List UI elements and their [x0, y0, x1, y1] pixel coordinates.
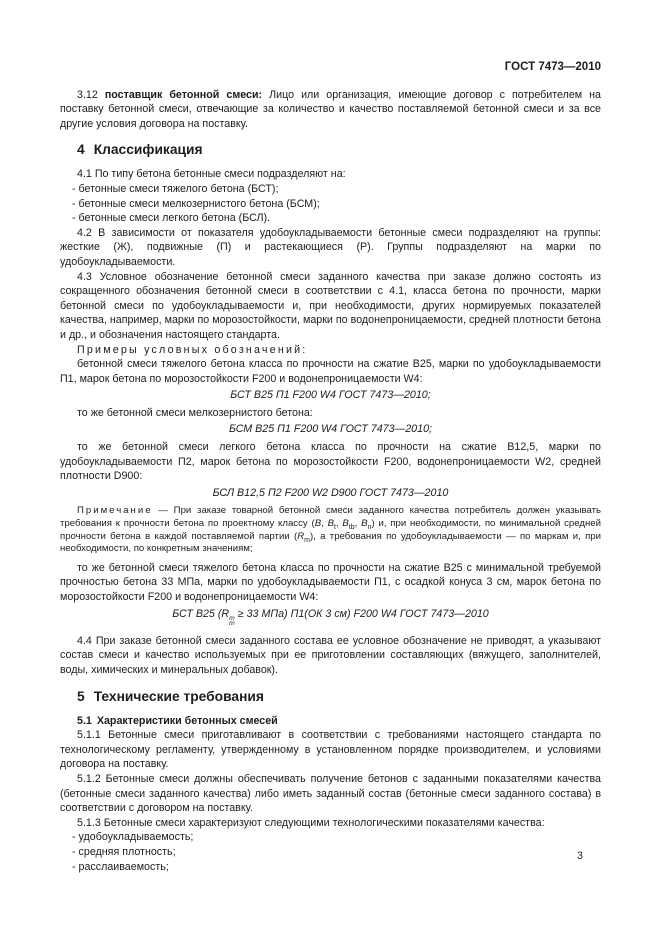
note: Примечание — При заказе товарной бетонной смеси заданного качества потребитель должен указывать требования к прочности бетона по проектному классу (В, $В_t$, $В_{tb}$, $В_n$) и, при необходимости, по минимальной средней прочности бетона в каждой поставляемой партии $(R_m)$, а требования по удобоукладываемости — по маркам и, при необходимости, по конкретным значениям; [60, 505, 601, 555]
paragraph-4-2: 4.2 В зависимости от показателя удобоукладываемости бетонные смеси подразделяют на группы: жесткие (Ж), подвижные (П) и растекающиеся (Р). Группы подразделяют на марки по удобоукладываемости. [60, 226, 601, 268]
paragraph-4-1: 4.1 По типу бетона бетонные смеси подразделяют на: [77, 168, 346, 181]
section-number: 5 [77, 688, 85, 704]
paragraph-example-4: то же бетонной смеси тяжелого бетона класса по прочности на сжатие В25 с минимальной требуемой прочностью бетона 33 МПа, марки по удобоукладываемости П1, с осадкой конуса 3 см, марок бетона по морозостойкости F200 и водонепроницаемости W4: [60, 561, 601, 603]
list-item-bsl: - бетонные смеси легкого бетона (БСЛ). [72, 212, 271, 225]
header-doc-code: ГОСТ 7473—2010 [504, 61, 601, 73]
section-title: Технические требования [93, 688, 264, 704]
paragraph-5-1-2: 5.1.2 Бетонные смеси должны обеспечивать получение бетонов с заданными показателями качества (бетонные смеси заданного качества) либо иметь заданный состав (бетонные смеси заданного состава) в соответствии с договором на поставку. [60, 772, 601, 815]
page-number: 3 [577, 850, 583, 862]
examples-label: Примеры условных обозначений: [77, 343, 308, 356]
list-item-workability: - удобоукладываемость; [72, 831, 194, 844]
list-item-segregation: - расслаиваемость; [72, 860, 169, 873]
paragraph-example-1: бетонной смеси тяжелого бетона класса по прочности на сжатие В25, марки по удобоукладываемости П1, марок бетона по морозостойкости F200 и водонепроницаемости W4: [60, 358, 601, 385]
formula-bsl: БСЛ В12,5 П2 F200 W2 D900 ГОСТ 7473—2010 [212, 486, 449, 499]
list-item-bsm: - бетонные смеси мелкозернистого бетона (БСМ); [72, 197, 320, 210]
section-title: Классификация [93, 142, 203, 158]
subsection-title: Характеристики бетонных смесей [96, 714, 278, 727]
formula-bst-full: БСТ В25 (R т m ≥ 33 МПа) П1(ОК 3 см) F200 W4 ГОСТ 7473—2010 [172, 607, 489, 628]
paragraph-example-2: то же бетонной смеси мелкозернистого бетона: [77, 406, 313, 419]
section-number: 4 [77, 142, 85, 158]
section-heading-5 [60, 689, 601, 705]
paragraph-3-12: 3.12 поставщик бетонной смеси: Лицо или организация, имеющие договор с потребителем на поставку бетонной смеси, отвечающие за количество и качество поставляемой бетонной смеси и за все другие условия договора на поставку. [60, 88, 601, 130]
paragraph-4-4: 4.4 При заказе бетонной смеси заданного состава ее условное обозначение не приводят, а указывают состав смеси и качество используемых при ее приготовлении составляющих (вяжущего, заполнителей, воды, химических и минеральных добавок). [60, 634, 601, 676]
paragraph-5-1-3: 5.1.3 Бетонные смеси характеризуют следующими технологическими показателями качества: [77, 816, 545, 829]
subsection-number: 5.1 [77, 714, 92, 727]
paragraph-4-3: 4.3 Условное обозначение бетонной смеси заданного качества при заказе должно состоять из сокращенного обозначения бетонной смеси в соответствии с 4.1, класса бетона по прочности, марки бетонной смеси по удобоукладываемости и, при необходимости, других нормируемых показателей качества, например, марки по морозостойкости, марки по водонепроницаемости, средней плотности бетона и др., и обозначения настоящего стандарта. [60, 270, 601, 341]
list-item-bst: - бетонные смеси тяжелого бетона (БСТ); [72, 182, 279, 195]
paragraph-5-1-1: 5.1.1 Бетонные смеси приготавливают в соответствии с требованиями настоящего стандарта по технологическому регламенту, утвержденному в установленном порядке производителем, и условиями договора на поставку. [60, 729, 601, 771]
paragraph-example-3: то же бетонной смеси легкого бетона класса по прочности на сжатие В12,5, марки по удобоукладываемости П2, марок бетона по морозостойкости F200, водонепроницаемости W2, средней плотности D900: [60, 441, 601, 483]
formula-bst: БСТ В25 П1 F200 W4 ГОСТ 7473—2010; [230, 389, 431, 402]
formula-bsm: БСМ В25 П1 F200 W4 ГОСТ 7473—2010; [228, 423, 432, 436]
subsection-heading-5-1 [60, 714, 601, 729]
section-heading-4 [60, 142, 601, 158]
list-item-density: - средняя плотность; [72, 845, 176, 858]
